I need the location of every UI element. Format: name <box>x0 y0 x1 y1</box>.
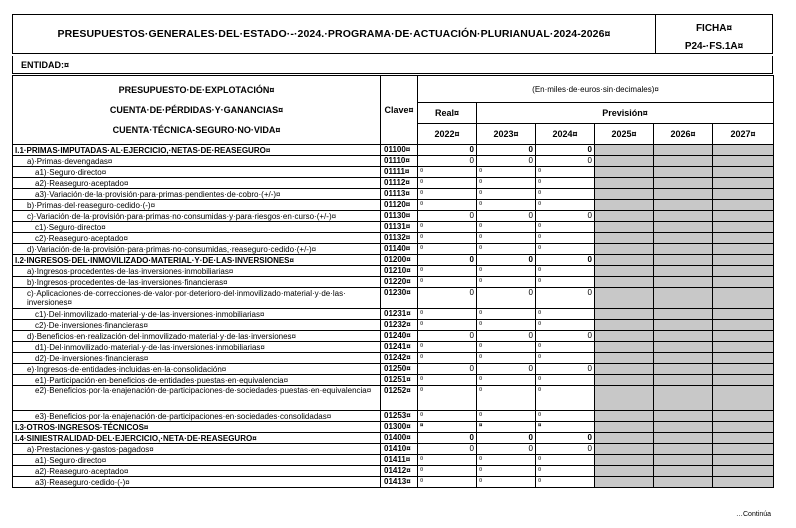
row-key: 01120¤ <box>381 200 418 211</box>
entity-field[interactable]: ENTIDAD:¤ <box>12 56 773 74</box>
value-cell[interactable]: 0 <box>418 211 477 222</box>
row-key: 01411¤ <box>381 455 418 466</box>
value-cell[interactable]: ¤ <box>536 386 595 411</box>
shaded-cell <box>713 455 774 466</box>
value-cell[interactable]: ¤ <box>477 411 536 422</box>
shaded-cell <box>595 455 654 466</box>
row-label: a3)·Reaseguro·cedido·(-)¤ <box>13 477 381 488</box>
year-2025: 2025¤ <box>595 124 654 145</box>
shaded-cell <box>713 211 774 222</box>
shaded-cell <box>654 320 713 331</box>
row-label: a)·Ingresos·procedentes·de·las·inversiones·inmobiliarias¤ <box>13 266 381 277</box>
row-key: 01112¤ <box>381 178 418 189</box>
shaded-cell <box>713 255 774 266</box>
table-row <box>13 411 774 422</box>
table-row <box>13 178 774 189</box>
row-label: I.3·OTROS·INGRESOS·TÉCNICOS¤ <box>13 422 381 433</box>
shaded-cell <box>713 309 774 320</box>
form-title: PRESUPUESTOS·GENERALES·DEL·ESTADO·-·2024.·PROGRAMA·DE·ACTUACIÓN·PLURIANUAL·2024-2026¤ <box>13 15 656 53</box>
row-label: I.1·PRIMAS·IMPUTADAS·AL·EJERCICIO,·NETAS·DE·REASEGURO¤ <box>13 145 381 156</box>
value-cell[interactable]: ¤ <box>536 455 595 466</box>
budget-table <box>12 75 774 488</box>
value-cell[interactable]: ¤ <box>477 222 536 233</box>
value-cell[interactable]: ¤ <box>477 200 536 211</box>
row-label: b)·Primas·del·reaseguro·cedido·(-)¤ <box>13 200 381 211</box>
value-cell[interactable]: ¤ <box>418 342 477 353</box>
year-2024: 2024¤ <box>536 124 595 145</box>
value-cell[interactable]: ¤ <box>536 309 595 320</box>
shaded-cell <box>713 353 774 364</box>
shaded-cell <box>595 444 654 455</box>
table-row <box>13 444 774 455</box>
value-cell[interactable]: ¤ <box>536 277 595 288</box>
value-cell[interactable]: ¤ <box>418 386 477 411</box>
shaded-cell <box>595 466 654 477</box>
table-row <box>13 211 774 222</box>
header-row-units <box>13 76 774 103</box>
shaded-cell <box>595 266 654 277</box>
value-cell[interactable]: 0 <box>418 288 477 309</box>
table-row <box>13 320 774 331</box>
desc-header-line1: PRESUPUESTO·DE·EXPLOTACIÓN¤ <box>118 85 275 95</box>
value-cell[interactable]: 0 <box>418 145 477 156</box>
row-label: a)·Prestaciones·y·gastos·pagados¤ <box>13 444 381 455</box>
value-cell[interactable]: ¤ <box>477 309 536 320</box>
value-cell[interactable]: ¤ <box>536 167 595 178</box>
shaded-cell <box>654 466 713 477</box>
shaded-cell <box>654 255 713 266</box>
value-cell[interactable]: ¤ <box>536 477 595 488</box>
shaded-cell <box>654 411 713 422</box>
shaded-cell <box>595 386 654 411</box>
value-cell[interactable]: ¤ <box>418 375 477 386</box>
value-cell[interactable]: 0 <box>536 145 595 156</box>
row-key: 01231¤ <box>381 309 418 320</box>
shaded-cell <box>654 386 713 411</box>
row-label: c)·Variación·de·la·provisión·para·primas·no·consumidas·y·para·riesgos·en·curso·(+/-)¤ <box>13 211 381 222</box>
value-cell[interactable]: ¤ <box>536 266 595 277</box>
row-key: 01242¤ <box>381 353 418 364</box>
desc-header-line2: CUENTA·DE·PÉRDIDAS·Y·GANANCIAS¤ <box>109 105 284 115</box>
shaded-cell <box>713 342 774 353</box>
desc-header <box>13 76 381 145</box>
shaded-cell <box>654 211 713 222</box>
shaded-cell <box>713 222 774 233</box>
year-2027: 2027¤ <box>713 124 774 145</box>
shaded-cell <box>713 331 774 342</box>
row-label: a2)·Reaseguro·aceptado¤ <box>13 466 381 477</box>
value-cell[interactable]: ¤ <box>536 375 595 386</box>
row-key: 01240¤ <box>381 331 418 342</box>
shaded-cell <box>713 375 774 386</box>
value-cell[interactable]: ¤ <box>477 189 536 200</box>
shaded-cell <box>595 211 654 222</box>
shaded-cell <box>595 222 654 233</box>
row-key: 01232¤ <box>381 320 418 331</box>
shaded-cell <box>713 200 774 211</box>
row-key: 01412¤ <box>381 466 418 477</box>
row-key: 01140¤ <box>381 244 418 255</box>
row-key: 01253¤ <box>381 411 418 422</box>
year-2023: 2023¤ <box>477 124 536 145</box>
value-cell[interactable]: 0 <box>536 433 595 444</box>
value-cell[interactable]: ¤ <box>536 411 595 422</box>
shaded-cell <box>595 145 654 156</box>
value-cell[interactable]: ¤ <box>536 233 595 244</box>
value-cell[interactable]: ¤ <box>477 277 536 288</box>
year-2022: 2022¤ <box>418 124 477 145</box>
shaded-cell <box>595 178 654 189</box>
value-cell[interactable]: ¤ <box>477 266 536 277</box>
row-label: a1)·Seguro·directo¤ <box>13 167 381 178</box>
shaded-cell <box>595 375 654 386</box>
value-cell[interactable]: ¤ <box>477 244 536 255</box>
table-row <box>13 233 774 244</box>
row-label: c1)·Seguro·directo¤ <box>13 222 381 233</box>
value-cell[interactable]: 0 <box>418 255 477 266</box>
shaded-cell <box>713 411 774 422</box>
row-key: 01251¤ <box>381 375 418 386</box>
shaded-cell <box>654 288 713 309</box>
value-cell[interactable]: ¤ <box>477 375 536 386</box>
table-row <box>13 222 774 233</box>
value-cell[interactable]: ¤ <box>418 200 477 211</box>
table-row <box>13 386 774 411</box>
real-header: Real¤ <box>418 103 477 124</box>
value-cell[interactable]: ¤ <box>418 411 477 422</box>
shaded-cell <box>595 255 654 266</box>
shaded-cell <box>654 266 713 277</box>
shaded-cell <box>595 244 654 255</box>
shaded-cell <box>654 277 713 288</box>
value-cell[interactable]: 0 <box>418 433 477 444</box>
row-key: 01410¤ <box>381 444 418 455</box>
table-row <box>13 200 774 211</box>
table-row <box>13 342 774 353</box>
value-cell[interactable]: 0 <box>536 255 595 266</box>
table-row <box>13 353 774 364</box>
row-label: I.2·INGRESOS·DEL·INMOVILIZADO·MATERIAL·Y·DE·LAS·INVERSIONES¤ <box>13 255 381 266</box>
row-key: 01252¤ <box>381 386 418 411</box>
row-label: c1)·Del·inmovilizado·material·y·de·las·inversiones·inmobiliarias¤ <box>13 309 381 320</box>
table-row <box>13 422 774 433</box>
shaded-cell <box>595 233 654 244</box>
shaded-cell <box>595 411 654 422</box>
row-key: 01241¤ <box>381 342 418 353</box>
shaded-cell <box>654 244 713 255</box>
value-cell[interactable]: ¤ <box>536 189 595 200</box>
value-cell[interactable]: ¤ <box>418 189 477 200</box>
shaded-cell <box>713 444 774 455</box>
value-cell[interactable]: ¤ <box>418 167 477 178</box>
shaded-cell <box>595 331 654 342</box>
row-label: a2)·Reaseguro·aceptado¤ <box>13 178 381 189</box>
shaded-cell <box>713 477 774 488</box>
shaded-cell <box>654 178 713 189</box>
desc-header-line3: CUENTA·TÉCNICA-SEGURO·NO·VIDA¤ <box>112 125 281 135</box>
value-cell[interactable]: 0 <box>477 433 536 444</box>
table-row <box>13 477 774 488</box>
value-cell[interactable]: 0 <box>477 331 536 342</box>
value-cell[interactable]: 0 <box>418 364 477 375</box>
row-label: e3)·Beneficios·por·la·enajenación·de·participaciones·en·sociedades·consolidadas¤ <box>13 411 381 422</box>
shaded-cell <box>713 266 774 277</box>
row-key: 01100¤ <box>381 145 418 156</box>
value-cell[interactable]: ¤ <box>418 178 477 189</box>
ficha-label: FICHA¤ <box>695 23 733 34</box>
shaded-cell <box>654 309 713 320</box>
shaded-cell <box>595 342 654 353</box>
shaded-cell <box>654 167 713 178</box>
value-cell[interactable]: ¤ <box>418 233 477 244</box>
shaded-cell <box>654 477 713 488</box>
shaded-cell <box>654 433 713 444</box>
value-cell[interactable]: 0 <box>477 255 536 266</box>
shaded-cell <box>654 342 713 353</box>
shaded-cell <box>713 364 774 375</box>
shaded-cell <box>654 375 713 386</box>
row-label: I.4·SINIESTRALIDAD·DEL·EJERCICIO,·NETA·DE·REASEGURO¤ <box>13 433 381 444</box>
value-cell[interactable]: ¤ <box>418 353 477 364</box>
row-label: a)·Primas·devengadas¤ <box>13 156 381 167</box>
shaded-cell <box>713 145 774 156</box>
row-key: 01400¤ <box>381 433 418 444</box>
value-cell[interactable]: ¤ <box>536 200 595 211</box>
table-row <box>13 255 774 266</box>
value-cell[interactable]: 0 <box>477 364 536 375</box>
value-cell[interactable]: ¤ <box>536 178 595 189</box>
row-key: 01130¤ <box>381 211 418 222</box>
table-row <box>13 375 774 386</box>
clave-header: Clave¤ <box>381 76 418 145</box>
prevision-header: Previsión¤ <box>477 103 774 124</box>
table-row <box>13 331 774 342</box>
value-cell[interactable]: ¤ <box>477 342 536 353</box>
row-key: 01200¤ <box>381 255 418 266</box>
shaded-cell <box>595 189 654 200</box>
shaded-cell <box>713 466 774 477</box>
value-cell[interactable]: 0 <box>536 211 595 222</box>
shaded-cell <box>713 167 774 178</box>
shaded-cell <box>595 200 654 211</box>
shaded-cell <box>713 277 774 288</box>
shaded-cell <box>595 156 654 167</box>
value-cell[interactable]: ¤ <box>418 244 477 255</box>
units-header: (En·miles·de·euros·sin·decimales)¤ <box>418 76 774 103</box>
value-cell[interactable]: ¤ <box>536 320 595 331</box>
shaded-cell <box>713 422 774 433</box>
value-cell[interactable]: 0 <box>418 156 477 167</box>
table-row <box>13 244 774 255</box>
value-cell[interactable]: 0 <box>536 156 595 167</box>
shaded-cell <box>713 233 774 244</box>
ficha-code: P24-·FS.1A¤ <box>684 41 744 52</box>
value-cell[interactable]: ¤ <box>536 222 595 233</box>
row-key: 01110¤ <box>381 156 418 167</box>
value-cell[interactable]: ¤ <box>418 455 477 466</box>
row-label: d2)·De·inversiones·financieras¤ <box>13 353 381 364</box>
shaded-cell <box>654 364 713 375</box>
shaded-cell <box>713 386 774 411</box>
shaded-cell <box>654 222 713 233</box>
row-key: 01413¤ <box>381 477 418 488</box>
year-2026: 2026¤ <box>654 124 713 145</box>
row-label: d)·Variación·de·la·provisión·para·primas·no·consumidas,·reaseguro·cedido·(+/-)¤ <box>13 244 381 255</box>
shaded-cell <box>654 331 713 342</box>
value-cell[interactable]: ¤ <box>477 422 536 433</box>
value-cell[interactable]: 0 <box>477 211 536 222</box>
shaded-cell <box>595 364 654 375</box>
budget-form <box>12 14 773 488</box>
value-cell[interactable]: ¤ <box>536 353 595 364</box>
table-row <box>13 288 774 309</box>
value-cell[interactable]: 0 <box>477 156 536 167</box>
shaded-cell <box>654 233 713 244</box>
shaded-cell <box>713 178 774 189</box>
row-key: 01210¤ <box>381 266 418 277</box>
table-row <box>13 145 774 156</box>
value-cell[interactable]: ¤ <box>477 477 536 488</box>
value-cell[interactable]: 0 <box>477 288 536 309</box>
value-cell[interactable]: ¤ <box>536 466 595 477</box>
shaded-cell <box>713 156 774 167</box>
shaded-cell <box>654 200 713 211</box>
value-cell[interactable]: ¤ <box>418 422 477 433</box>
shaded-cell <box>595 309 654 320</box>
value-cell[interactable]: ¤ <box>418 320 477 331</box>
row-key: 01220¤ <box>381 277 418 288</box>
value-cell[interactable]: 0 <box>536 331 595 342</box>
value-cell[interactable]: ¤ <box>418 222 477 233</box>
value-cell[interactable]: 0 <box>536 288 595 309</box>
table-row <box>13 433 774 444</box>
shaded-cell <box>713 320 774 331</box>
value-cell[interactable]: ¤ <box>536 422 595 433</box>
value-cell[interactable]: ¤ <box>477 455 536 466</box>
row-label: c)·Aplicaciones·de·correcciones·de·valor·por·deterioro·del·inmovilizado·material·y·de·las· inversiones¤ <box>13 288 381 309</box>
shaded-cell <box>595 477 654 488</box>
value-cell[interactable]: ¤ <box>477 386 536 411</box>
ficha-box <box>656 15 772 53</box>
value-cell[interactable]: 0 <box>477 145 536 156</box>
value-cell[interactable]: ¤ <box>477 178 536 189</box>
shaded-cell <box>713 189 774 200</box>
table-row <box>13 189 774 200</box>
table-row <box>13 167 774 178</box>
table-row <box>13 364 774 375</box>
table-row <box>13 455 774 466</box>
row-key: 01132¤ <box>381 233 418 244</box>
table-row <box>13 309 774 320</box>
shaded-cell <box>595 320 654 331</box>
value-cell[interactable]: ¤ <box>418 277 477 288</box>
value-cell[interactable]: ¤ <box>477 466 536 477</box>
shaded-cell <box>654 353 713 364</box>
shaded-cell <box>595 353 654 364</box>
row-label: b)·Ingresos·procedentes·de·las·inversiones·financieras¤ <box>13 277 381 288</box>
shaded-cell <box>595 422 654 433</box>
row-label: d)·Beneficios·en·realización·del·inmovilizado·material·y·de·las·inversiones¤ <box>13 331 381 342</box>
row-label: e1)·Participación·en·beneficios·de·entidades·puestas·en·equivalencia¤ <box>13 375 381 386</box>
shaded-cell <box>713 244 774 255</box>
row-label: a3)·Variación·de·la·provisión·para·primas·pendientes·de·cobro·(+/-)¤ <box>13 189 381 200</box>
value-cell[interactable]: ¤ <box>418 477 477 488</box>
value-cell[interactable]: 0 <box>536 444 595 455</box>
value-cell[interactable]: ¤ <box>418 309 477 320</box>
value-cell[interactable]: ¤ <box>418 466 477 477</box>
value-cell[interactable]: ¤ <box>477 320 536 331</box>
row-key: 01250¤ <box>381 364 418 375</box>
value-cell[interactable]: ¤ <box>536 244 595 255</box>
value-cell[interactable]: ¤ <box>477 353 536 364</box>
table-row <box>13 466 774 477</box>
table-row <box>13 277 774 288</box>
row-key: 01111¤ <box>381 167 418 178</box>
value-cell[interactable]: 0 <box>536 364 595 375</box>
shaded-cell <box>595 167 654 178</box>
row-key: 01113¤ <box>381 189 418 200</box>
row-label: a1)·Seguro·directo¤ <box>13 455 381 466</box>
row-label: e)·Ingresos·de·entidades·incluidas·en·la·consolidación¤ <box>13 364 381 375</box>
value-cell[interactable]: ¤ <box>536 342 595 353</box>
row-key: 01230¤ <box>381 288 418 309</box>
shaded-cell <box>654 455 713 466</box>
shaded-cell <box>654 189 713 200</box>
shaded-cell <box>654 422 713 433</box>
form-header <box>12 14 773 54</box>
row-label: e2)·Beneficios·por·la·enajenación·de·participaciones·de·sociedades·puestas·en·equivalencia¤ <box>13 386 381 411</box>
shaded-cell <box>595 277 654 288</box>
value-cell[interactable]: ¤ <box>418 266 477 277</box>
row-label: c2)·De·inversiones·financieras¤ <box>13 320 381 331</box>
shaded-cell <box>595 433 654 444</box>
table-row <box>13 266 774 277</box>
value-cell[interactable]: ¤ <box>477 167 536 178</box>
value-cell[interactable]: 0 <box>418 331 477 342</box>
shaded-cell <box>713 433 774 444</box>
shaded-cell <box>654 444 713 455</box>
shaded-cell <box>713 288 774 309</box>
value-cell[interactable]: 0 <box>477 444 536 455</box>
row-label: c2)·Reaseguro·aceptado¤ <box>13 233 381 244</box>
row-key: 01131¤ <box>381 222 418 233</box>
continues-note: …Continúa <box>736 511 772 518</box>
table-row <box>13 156 774 167</box>
shaded-cell <box>654 156 713 167</box>
row-key: 01300¤ <box>381 422 418 433</box>
shaded-cell <box>654 145 713 156</box>
value-cell[interactable]: 0 <box>418 444 477 455</box>
row-label: d1)·Del·inmovilizado·material·y·de·las·inversiones·inmobiliarias¤ <box>13 342 381 353</box>
value-cell[interactable]: ¤ <box>477 233 536 244</box>
shaded-cell <box>595 288 654 309</box>
